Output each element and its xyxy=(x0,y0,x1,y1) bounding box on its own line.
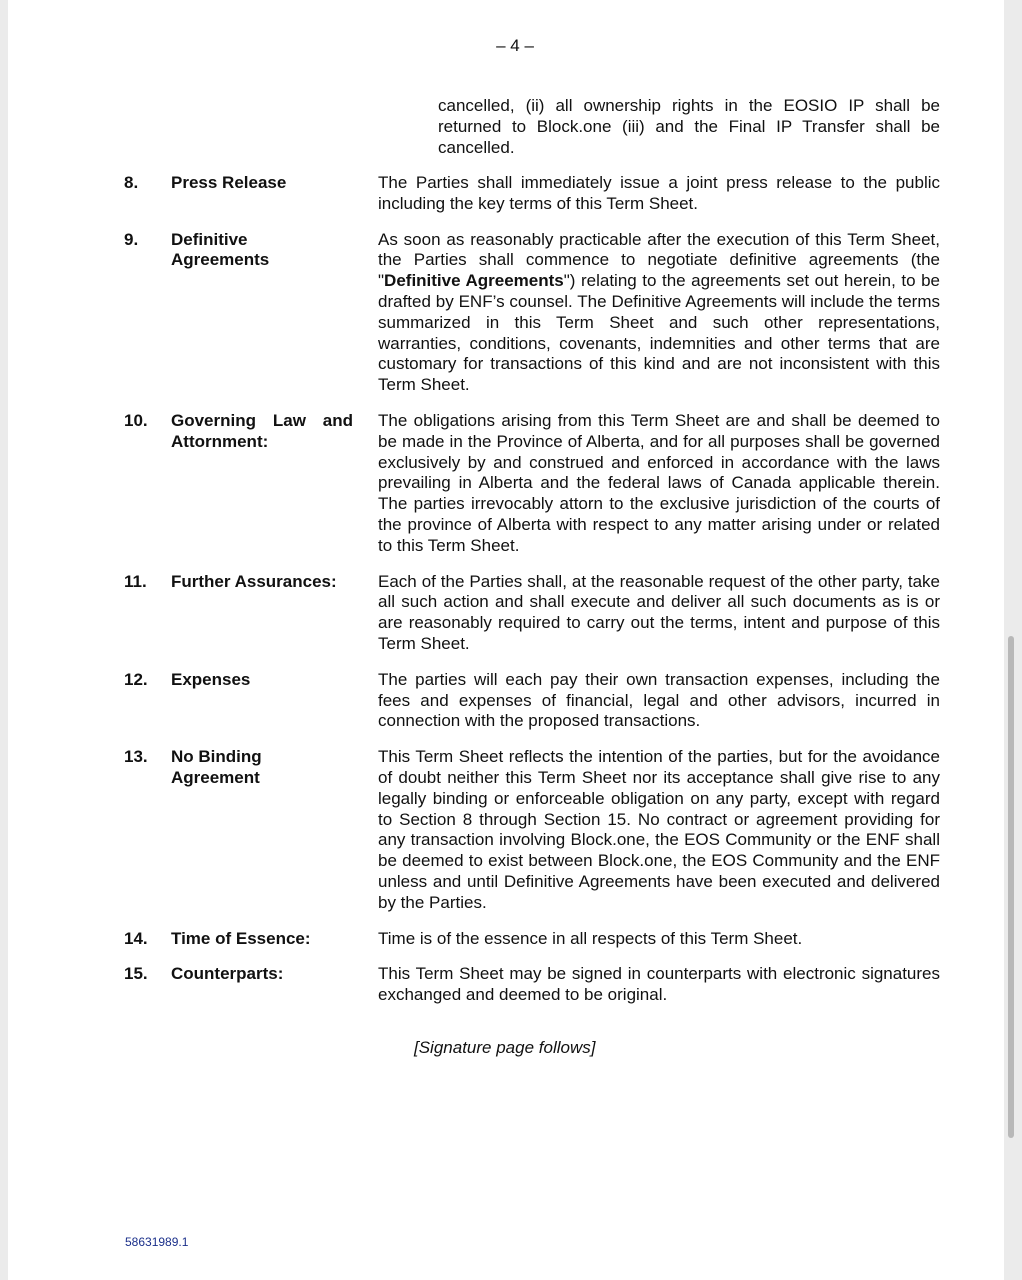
section-title-line2: Agreements xyxy=(171,250,270,270)
section-title: Expenses xyxy=(171,669,251,689)
section-title: Press Release xyxy=(171,173,287,192)
section-title-line1: Definitive xyxy=(171,229,248,249)
section-number: 8. xyxy=(124,173,139,192)
section-title xyxy=(171,230,361,396)
section-body-before: As soon as reasonably practicable after the execution of this Term Sheet, the Parties shall commence to negotiate definitive agreements (the " xyxy=(378,229,940,291)
section-title: Time of Essence: xyxy=(171,928,311,948)
section-body: The Parties shall immediately issue a joint press release to the public including the key terms of this Term Sheet. xyxy=(378,173,940,213)
vertical-scrollbar[interactable] xyxy=(1008,636,1014,1138)
section-body: Time is of the essence in all respects of this Term Sheet. xyxy=(378,928,803,948)
section-body: Each of the Parties shall, at the reasonable request of the other party, take all such action and shall execute and deliver all such documents as is or are reasonably required to carry out the terms, intent and purpose of this Term Sheet. xyxy=(378,571,940,653)
section-13 xyxy=(124,747,940,913)
section-title-line1: Governing Law and xyxy=(171,410,353,430)
continuation-text: cancelled, (ii) all ownership rights in the EOSIO IP shall be returned to Block.one (iii) and the Final IP Transfer shall be cancelled. xyxy=(438,96,940,157)
signature-page-note: [Signature page follows] xyxy=(414,1038,596,1057)
defined-term: Definitive Agreements xyxy=(384,271,564,291)
section-body: This Term Sheet reflects the intention of the parties, but for the avoidance of doubt neither this Term Sheet nor its acceptance shall give rise to any legally binding or enforceable obligation on any party, except with regard to Section 8 through Section 15. No contract or agreement providing for any transaction involving Block.one, the EOS Community or the ENF shall be deemed to exist between Block.one, the EOS Community and the ENF unless and until Definitive Agreements have been executed and delivered by the Parties. xyxy=(378,747,940,912)
section-number: 11. xyxy=(124,571,147,591)
section-title xyxy=(171,747,361,913)
section-title-line1: No Binding xyxy=(171,747,262,767)
section-number: 10. xyxy=(124,410,148,430)
section-11 xyxy=(124,572,940,655)
section-9 xyxy=(124,230,940,396)
section-title: Further Assurances: xyxy=(171,571,337,591)
section-body: This Term Sheet may be signed in counterparts with electronic signatures exchanged and deemed to be original. xyxy=(378,964,940,1005)
section-12 xyxy=(124,670,940,732)
section-title-line2: Attornment: xyxy=(171,431,269,451)
section-title-line2: Agreement xyxy=(171,767,260,787)
sections-list xyxy=(124,173,940,1021)
page-number: – 4 – xyxy=(496,36,534,55)
section-8 xyxy=(124,173,940,215)
section-title xyxy=(171,411,361,557)
section-body-after: ") relating to the agreements set out herein, to be drafted by ENF’s counsel. The Definitive Agreements will include the terms summarized in this Term Sheet and such other representations, warranties, conditions, covenants, indemnities and other terms that are customary for transactions of this kind and are not inconsistent with this Term Sheet. xyxy=(378,271,940,395)
section-body xyxy=(361,230,940,396)
section-title: Counterparts: xyxy=(171,964,284,984)
document-page xyxy=(8,0,1004,1280)
section-body: The obligations arising from this Term Sheet are and shall be deemed to be made in the Province of Alberta, and for all purposes shall be governed exclusively by and construed and enforced in accordance with the laws prevailing in Alberta and the federal laws of Canada applicable therein. The parties irrevocably attorn to the exclusive jurisdiction of the courts of the province of Alberta with respect to any matter arising under or related to this Term Sheet. xyxy=(378,410,940,555)
section-number: 12. xyxy=(124,669,148,689)
section-number: 9. xyxy=(124,229,139,249)
section-number: 13. xyxy=(124,747,148,767)
section-10 xyxy=(124,411,940,557)
section-body: The parties will each pay their own transaction expenses, including the fees and expenses of financial, legal and other advisors, incurred in connection with the proposed transactions. xyxy=(378,669,940,731)
section-number: 15. xyxy=(124,964,148,984)
section-15 xyxy=(124,964,940,1006)
section-14 xyxy=(124,929,940,950)
section-number: 14. xyxy=(124,928,148,948)
document-id: 58631989.1 xyxy=(125,1235,189,1249)
